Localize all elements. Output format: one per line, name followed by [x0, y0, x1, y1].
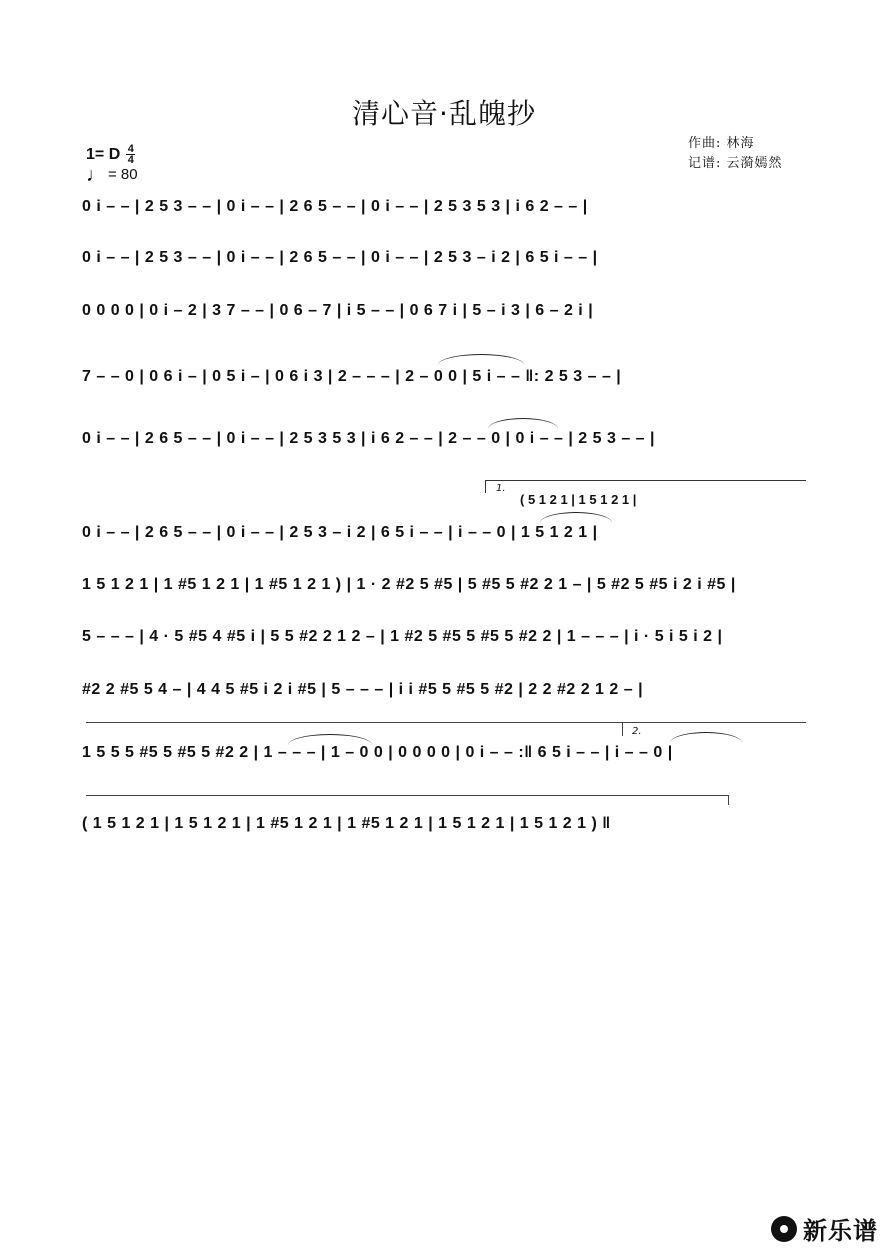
- tempo-value: = 80: [108, 166, 138, 183]
- page-title: 清心音·乱魄抄: [352, 97, 536, 130]
- logo-text: 新乐谱: [803, 1217, 878, 1245]
- score-line-11: ( 1 5 1 2 1 | 1 5 1 2 1 | 1 #5 1 2 1 | 1 #5 1 2 1 | 1 5 1 2 1 | 1 5 1 2 1 ) ‖: [82, 815, 611, 832]
- section-rule: [86, 722, 806, 723]
- tie-slur: [670, 732, 742, 743]
- coda-rule: [86, 795, 728, 796]
- score-line-3: 0 0 0 0 | 0 i – 2 | 3 7 – – | 0 6 – 7 | i 5 – – | 0 6 7 i | 5 – i 3 | 6 – 2 i |: [82, 302, 594, 319]
- tie-slur: [438, 354, 524, 365]
- key-signature: 1= D: [86, 145, 121, 163]
- composer-credit: 作曲: 林海: [688, 136, 755, 151]
- score-line-5: 0 i – – | 2 6 5 – – | 0 i – – | 2 5 3 5 3 | i 6 2 – – | 2 – – 0 | 0 i – – | 2 5 3 – – |: [82, 430, 655, 447]
- score-line-1: 0 i – – | 2 5 3 – – | 0 i – – | 2 6 5 – – | 0 i – – | 2 5 3 5 3 | i 6 2 – – |: [82, 198, 588, 215]
- score-line-8: 5 – – – | 4 · 5 #5 4 #5 i | 5 5 #2 2 1 2 – | 1 #2 5 #5 5 #5 5 #2 2 | 1 – – – | i · 5 i 5 i 2 |: [82, 628, 723, 645]
- credits: [688, 134, 783, 174]
- second-ending-label: 2.: [632, 726, 642, 737]
- transcriber-credit: 记谱: 云漪嫣然: [688, 156, 783, 171]
- score-line-2: 0 i – – | 2 5 3 – – | 0 i – – | 2 6 5 – – | 0 i – – | 2 5 3 – i 2 | 6 5 i – – |: [82, 249, 598, 266]
- ossia-line: ( 5 1 2 1 | 1 5 1 2 1 |: [520, 492, 637, 507]
- tie-slur: [488, 418, 558, 429]
- coda-rule-end: [728, 795, 729, 805]
- quarter-note-icon: ♩: [86, 163, 106, 186]
- site-logo: [771, 1211, 878, 1246]
- time-signature-top: 4: [127, 143, 134, 155]
- tempo-marking: [86, 163, 138, 186]
- score-line-4: 7 – – 0 | 0 6 i – | 0 5 i – | 0 6 i 3 | 2 – – – | 2 – 0 0 | 5 i – – ‖: 2 5 3 – – |: [82, 368, 622, 385]
- tie-slur: [540, 512, 612, 523]
- score-line-6: 0 i – – | 2 6 5 – – | 0 i – – | 2 5 3 – i 2 | 6 5 i – – | i – – 0 | 1 5 1 2 1 |: [82, 524, 598, 541]
- time-signature-bottom: 4: [127, 154, 134, 166]
- key-signature-block: [86, 144, 135, 165]
- score-line-9: #2 2 #5 5 4 – | 4 4 5 #5 i 2 i #5 | 5 – – – | i i #5 5 #5 5 #2 | 2 2 #2 2 1 2 – |: [82, 681, 644, 698]
- first-ending-label: 1.: [496, 483, 506, 494]
- score-line-10: 1 5 5 5 #5 5 #5 5 #2 2 | 1 – – – | 1 – 0 0 | 0 0 0 0 | 0 i – – :‖ 6 5 i – – | i – – 0 |: [82, 744, 673, 761]
- time-signature: [126, 144, 135, 165]
- score-line-7: 1 5 1 2 1 | 1 #5 1 2 1 | 1 #5 1 2 1 ) | 1 · 2 #2 5 #5 | 5 #5 5 #2 2 1 – | 5 #2 5 #5 i 2 i #5 |: [82, 576, 736, 593]
- vinyl-record-icon: [771, 1216, 797, 1242]
- second-ending-marker: [622, 722, 623, 736]
